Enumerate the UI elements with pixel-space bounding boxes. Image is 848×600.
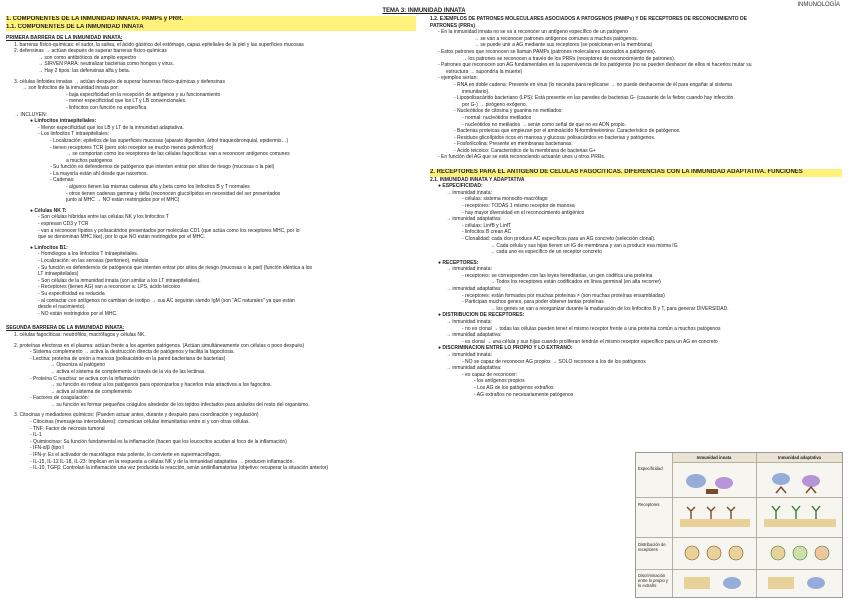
- left-text-line: - expresan CD3 y TCR: [38, 221, 89, 228]
- left-text-line: ● Linfocitos intraepiteliales:: [30, 118, 97, 125]
- left-text-line: - Son células híbridas entre las células NK y los linfocitos T: [38, 214, 169, 221]
- right-text-line: → inmunidad adaptativa:: [446, 216, 502, 223]
- left-text-line: → activa al sistema de complemento: [50, 388, 132, 395]
- right-text-line: - hay mayor diversidad en el reconocimiento antigénico: [462, 209, 585, 216]
- left-text-line: → INCLUYEN:: [14, 111, 48, 118]
- left-text-line: SEGUNDA BARRERA DE LA INMUNIDAD INNATA:: [6, 325, 125, 332]
- right-text-line: → inmunidad innata:: [446, 189, 492, 196]
- right-text-line: → inmunidad adaptativa:: [446, 332, 502, 339]
- right-text-line: ● DISCRIMINACIÓN ENTRE LO PROPIO Y LO EXTRAÑO:: [438, 345, 573, 352]
- right-text-line: - Clonalidad: cada clon produce AC específicos para un AG concreto (selección clonal).: [462, 235, 656, 242]
- right-text-line: - Lipopolisacárido bacteriano (LPS): Está presente en las paredes de bacterias G- (causante de la fiebre cuando hay infección: [454, 95, 734, 102]
- left-text-line: que se denominan MHC like), por lo que NO están restringidos por el MHC.: [38, 234, 206, 241]
- left-text-line: - Cadenas:: [50, 177, 75, 184]
- figure-col-innate: Inmunidad innata: [672, 453, 756, 463]
- figure-row-receptors: Receptores: [638, 502, 660, 507]
- left-text-line: - Localización: en las serosas (peritoneo), médula: [38, 258, 149, 264]
- figure-illustration: [636, 453, 842, 597]
- right-text-line: - normal: nucleótidos metilados: [462, 114, 532, 121]
- course-name: INMUNOLOGÍA: [797, 2, 840, 8]
- right-text-line: - ejemplos serían:: [438, 75, 478, 82]
- left-text-line: - Receptores (tienen AG) van a reconocer a: LPS, ácido teicoico: [38, 284, 181, 291]
- left-text-line: → se comportan como los receptores de las células fagocíticas: van a reconocer antígenos comunes: [66, 151, 290, 158]
- right-text-line: → inmunidad innata:: [446, 352, 492, 358]
- left-text-line: - IL-1: [30, 432, 42, 439]
- left-text-line: - Los linfocitos T intraepiteliales:: [38, 131, 109, 138]
- left-text-line: desde el nacimiento).: [38, 304, 86, 311]
- right-text-line: - linfocitos B crean AC: [462, 229, 512, 236]
- left-text-line: 1. barreras físico-químicas: el sudor, la saliva, el ácido gástrico del estómago, capas epiteliales de la piel y las superficies mucosas: [14, 41, 304, 48]
- left-text-line: 2. proteínas efectoras en el plasma: actúan frente a los agentes patógenos. (Actúan simultáneamente con células o poco después): [14, 342, 305, 349]
- left-text-line: - baja especificidad en la recepción de antígenos y su funcionamiento: [66, 91, 221, 98]
- right-text-line: - Estos patrones que reconocen se llaman PAMPs (patrones moleculares asociados a patógenos).: [438, 48, 657, 55]
- right-text-line: - Nucleótidos de citosina y guanina no metilados:: [454, 108, 563, 115]
- right-text-line: → inmunidad innata:: [446, 319, 492, 326]
- left-text-line: → Opsoniza al patógeno: [50, 362, 106, 369]
- left-text-line: - Citocinas (mensajeras intercelulares): comunican células inmunitarias entre sí y con otras células.: [30, 419, 250, 426]
- right-text-line: - NO se capaz de reconocer AG propios → SOLO reconoce a los de los patógenos: [462, 358, 646, 365]
- left-text-line: - otros tienen cadenas gamma y delta (reconocen glucolípidos en necesidad del ser presentados: [66, 190, 281, 197]
- right-text-line: - Participan muchos genes, para poder obtener tantas proteínas: [462, 299, 604, 306]
- right-text-line: - células: LinfB y LinfT: [462, 222, 512, 229]
- left-text-line: junto al MHC → NO están restringidos por el MHC): [66, 197, 180, 204]
- left-text-line: → son linfocitos de la inmunidad innata por:: [22, 85, 120, 92]
- right-text-line: → inmunidad innata:: [446, 266, 492, 273]
- right-text-line: - es capaz de reconocer:: [462, 371, 518, 378]
- left-text-line: - Su especificidad es reducida: [38, 290, 105, 297]
- figure-row-distribution: Distribución de receptores: [638, 542, 666, 552]
- right-text-line: → Cada célula y sus hijas tienen un IG de membrana y van a producir esa misma IG: [490, 242, 678, 249]
- left-text-line: - Factores de coagulación:: [30, 395, 89, 402]
- right-text-line: - Patrones que reconocen son AG fundamentales en la supervivencia de los patógenos (no se pueden deshacer de ellos ni hacerlos mutar su: [438, 62, 752, 69]
- left-text-line: - Localización: epitelios de las superficies mucosas (aparato digestivo, árbol traqueobronquial, epidermis…): [50, 137, 289, 144]
- left-text-line: a muchos patógenos: [66, 157, 113, 164]
- left-text-line: 3. Citocinas y mediadores químicos: (Pueden actuar antes, durante y después para coordinación y regulación): [14, 412, 259, 419]
- right-text-line: - receptores: se corresponden con las leyes hereditarias, un gen codifica una proteína: [462, 272, 653, 279]
- left-text-line: - IL-10, TGFβ: Controlan la inflamación una vez producida la reacción, serán antiinflamatorias (objetivo: recuperar la situación anterior): [30, 465, 329, 472]
- left-text-line: ● Linfocitos B1:: [30, 244, 68, 251]
- left-text-line: - La mayoría están ahí desde que nacemos.: [50, 170, 148, 177]
- left-text-line: - van a reconocer lípidos y polisacáridos presentados por moléculas CD1 (que actúa como los receptores MHC, por lo: [38, 227, 300, 234]
- left-text-line: 1. COMPONENTES DE LA INMUNIDAD INNATA. PAMPs y PRR.: [6, 16, 416, 24]
- right-text-line: - Residuos glicolípidos ricos en manosa y glucosa: polisacáridos en bacterias y patógenos.: [454, 134, 656, 141]
- right-text-line: → los genes se van a reorganizar durante la maduración de los linfocitos B y T, para generar DIVERSIDAD.: [490, 305, 729, 312]
- left-text-line: - Menor especificidad que los LB y LT de la inmunidad adaptativa.: [38, 124, 184, 131]
- left-text-line: - algunos tienen las mismas cadenas alfa y beta como los linfocitos B y T normales: [66, 184, 250, 191]
- right-text-line: - Ácido teicoico: Característico de la membrana de bacterias G+: [454, 147, 596, 154]
- right-text-line: 1.2. EJEMPLOS DE PATRONES MOLECULARES ASOCIADOS A PATÓGENOS (PAMPs) Y DE RECEPTORES DE RECONOCIMIENTO DE: [430, 16, 747, 22]
- right-text-line: → Todos los receptores están codificados en línea germinal (en alta recorrer): [490, 279, 661, 286]
- right-text-line: → se puede unir a AG mediante sus receptores (se posicionan en la membrana): [474, 42, 653, 49]
- right-column: [430, 16, 842, 398]
- left-text-line: PRIMERA BARRERA DE LA INMUNIDAD INNATA:: [6, 35, 123, 41]
- right-text-line: ● DISTRIBUCIÓN DE RECEPTORES:: [438, 312, 525, 319]
- left-text-line: - IFN-γ: Es el activador de macrófagos más potente, lo convierte en supermacrófagos.: [30, 452, 221, 459]
- left-text-line: → son como antibióticos de amplio espectro: [38, 54, 137, 61]
- left-text-line: ● Células NK T:: [30, 207, 67, 214]
- innate-vs-adaptive-figure: [635, 452, 843, 598]
- left-text-line: - IL-15, IL-12 IL-18, IL-23: Implican en la respuesta a células NK y de la inmunidad adaptativa → producen inflamación.: [30, 458, 294, 465]
- left-text-line: → su función es formar pequeños coágulos alrededor de los tejidos infectados para aislarlos del resto del organismo.: [50, 401, 310, 408]
- right-text-line: - En función del AG que se está reconociendo actuarán unos u otros PRRs.: [438, 154, 606, 161]
- left-text-line: → su función es rodear a los patógenos para opsonizarlos y hacerlos más atractivos a los fagocitos.: [50, 382, 272, 389]
- left-text-line: - IFN-α/β (tipo I: [30, 445, 64, 452]
- right-text-line: - receptores: TODAS 1 mismo receptor de manosa: [462, 202, 575, 209]
- right-text-line: ● ESPECIFICIDAD:: [438, 183, 483, 190]
- left-text-line: - Homólogos a los linfocitos T intraepiteliales.: [38, 251, 139, 258]
- left-text-line: LT intraepiteliales): [38, 271, 79, 278]
- right-text-line: 2.1. INMUNIDAD INNATA Y ADAPTATIVA: [430, 176, 525, 183]
- right-text-line: - nucleótidos no metilados → serán como señal de que no es ADN propio.: [462, 121, 626, 128]
- right-text-line: - AG extraños no necesariamente patógenos: [474, 391, 574, 398]
- right-text-line: - Bacterias proteicas que empiezan por el aminoácido N-formilmetionina: Característico de patógenos.: [454, 128, 681, 135]
- right-text-line: 2. RECEPTORES PARA EL ANTÍGENO DE CÉLULAS FAGOCÍTICAS. DIFERENCIAS CON LA INMUNIDAD ADAPTATIVA. FUNCIONES: [430, 169, 842, 177]
- right-text-line: - RNA en doble cadena: Presente en virus (lo necesita para replicarse → no puede deshacerse de él para engañar al sistema: [454, 81, 732, 88]
- left-text-line: - Lectina: proteína de unión a manosa (polisacárido en la pared bacteriana de bacterias): [30, 355, 226, 362]
- left-text-line: - Su función es defendernos de patógenos que intenten entrar por sitios de riesgo (mucosas o la piel): [50, 164, 275, 171]
- figure-col-adaptive: Inmunidad adaptativa: [757, 453, 842, 463]
- left-text-line: 2. defensinas → actúan después de superar barreras físico-químicas: [14, 48, 167, 55]
- left-text-line: - linfocitos con función no específica: [66, 104, 147, 111]
- left-text-line: → SIRVEN PARA: neutralizar bacterias como hongos y virus.: [38, 61, 174, 68]
- figure-row-self-nonself: Discriminación entre lo propio y lo extraño: [638, 573, 669, 588]
- left-text-line: → Hay 2 tipos: las defensinas alfa y beta.: [38, 67, 130, 74]
- right-text-line: por G-) → pirógeno exógeno.: [462, 101, 528, 108]
- left-text-line: 1. células fagocíticas: neutrófilos, macrófagos y células NK.: [14, 331, 146, 338]
- right-text-line: - los antígenos propios: [474, 378, 525, 385]
- right-text-line: → cada uno es específico de un receptor concreto: [490, 249, 602, 256]
- figure-row-specificity: Especificidad: [638, 466, 663, 471]
- page-title: TEMA 3: INMUNIDAD INNATA: [382, 8, 466, 14]
- right-text-line: → inmunidad adaptativa:: [446, 286, 502, 293]
- right-text-line: → los patrones se reconocen a través de los PRRs (receptores de reconocimiento de patrones).: [462, 55, 676, 62]
- right-text-line: - receptores: están formados por muchas proteínas ≠ (son muchas proteínas ensambladas): [462, 292, 665, 299]
- right-text-line: ● RECEPTORES:: [438, 259, 479, 266]
- right-text-line: - células: sistema monocito-macrófago: [462, 196, 548, 203]
- right-text-line: PATRONES (PRRs): [430, 22, 476, 29]
- right-text-line: inmunitario).: [462, 88, 490, 95]
- left-text-line: 3. células linfoides innatas → actúan después de superar barreras físico-químicas y defensinas: [14, 78, 225, 85]
- left-text-line: 1.1. COMPONENTES DE LA INMUNIDAD INNATA: [6, 24, 416, 32]
- left-text-line: - Proteína C reactiva: se activa con la inflamación: [30, 375, 140, 382]
- right-text-line: → se van a reconocer patrones antígenos comunes a muchos patógenos.: [474, 35, 638, 42]
- left-text-line: → activa el sistema de complemento a través de la vía de las lectinas.: [50, 368, 206, 375]
- left-text-line: - al contactar con antígenos no cambian de isotipo → sus AC seguirán siendo IgM (son "AC naturales" ya que están: [38, 297, 295, 304]
- left-column: [6, 16, 416, 472]
- left-text-line: - Son células de la inmunidad innata (son similar a los LT intraepiteliales).: [38, 277, 201, 284]
- right-text-line: - Fosforilcolina: Presente en membranas bacterianas.: [454, 141, 573, 148]
- right-text-line: - no es clonal → todas las células pueden tener el mismo receptor frente a una proteína común a muchos patógenos: [462, 325, 721, 332]
- left-text-line: - Su función es defendernos de patógenos que intenten entrar por sitios de riesgo (mucosas o la piel) (función idéntica a los: [38, 264, 313, 271]
- left-text-line: - Sistema complemento → activa la destrucción directa de patógenos y facilita la fagocitosis.: [30, 349, 235, 356]
- left-text-line: - NO están restringidos por el MHC.: [38, 310, 118, 317]
- left-text-line: - tienen receptores TCR (pero solo receptor se mucho menos polimórfico): [50, 144, 214, 151]
- left-text-line: - menor especificidad que los LT y LB convencionales.: [66, 98, 187, 105]
- right-text-line: estructura → supondría la muerte): [446, 68, 523, 75]
- right-text-line: → inmunidad adaptativa:: [446, 365, 502, 372]
- right-text-line: - En la inmunidad innata no se va a reconocer un antígeno específico de un patógeno: [438, 29, 628, 36]
- left-text-line: - Quimiocinas: Su función fundamental es la inflamación (hacen que los leucocitos acudan al foco de la inflamación): [30, 438, 287, 445]
- left-text-line: - TNF: Factor de necrosis tumoral: [30, 425, 105, 432]
- right-text-line: - es clonal → una célula y sus hijas cuando proliferan tendrán el mismo receptor específico para un AG en concreto: [462, 338, 718, 345]
- right-text-line: - Los AG de los patógenos extraños: [474, 384, 554, 391]
